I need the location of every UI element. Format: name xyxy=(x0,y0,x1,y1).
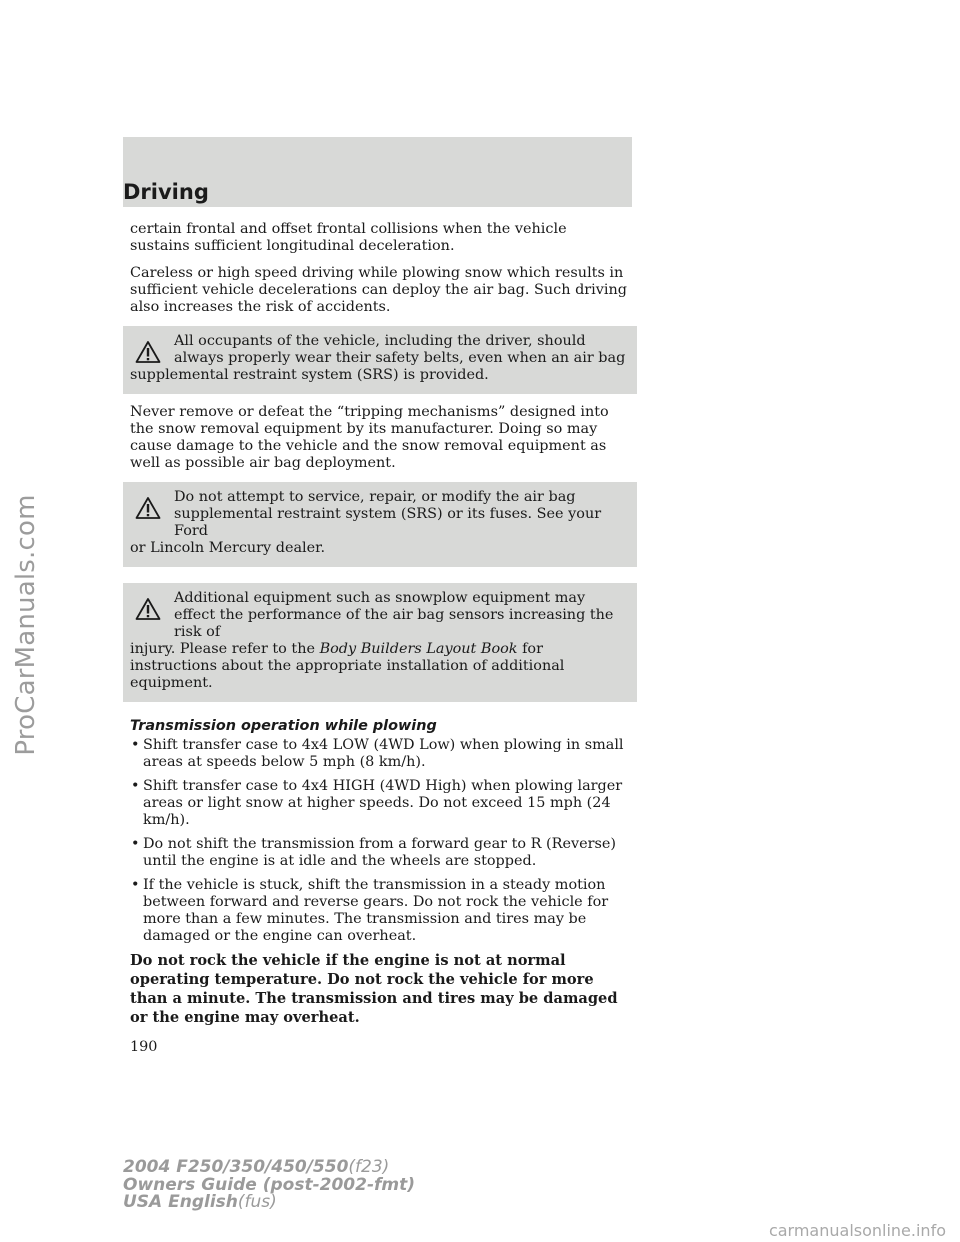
warning-rest-text-start: injury. Please refer to the xyxy=(130,641,320,657)
page-content xyxy=(130,221,630,1056)
section-header-band xyxy=(123,137,632,207)
warning-triangle-icon xyxy=(135,340,161,364)
transmission-bullet-list xyxy=(130,737,630,945)
bullet-marker: • xyxy=(131,877,140,893)
book-title: Body Builders Layout Book xyxy=(319,641,518,657)
footer-language-text: USA English xyxy=(123,1192,238,1212)
transmission-heading: Transmission operation while plowing xyxy=(130,718,437,734)
warning-box-additional-equipment xyxy=(123,583,637,702)
warning-triangle-icon xyxy=(135,496,161,520)
list-item xyxy=(130,877,630,945)
warning-lead-text: Additional equipment such as snowplow equipment may effect the performance of the air bag sensors increasing the risk of xyxy=(174,590,614,640)
bullet-marker: • xyxy=(131,737,140,753)
footer-model-text: 2004 F250/350/450/550 xyxy=(123,1157,349,1177)
document-footer xyxy=(123,1159,415,1212)
section-title: Driving xyxy=(123,180,209,204)
footer-guide-text: Owners Guide (post-2002-fmt) xyxy=(123,1174,416,1195)
list-item-text: If the vehicle is stuck, shift the transmission in a steady motion between forward and reverse gears. Do not rock the vehicle for more than a few minutes. The transmission and tires may be damaged or the engine can overheat. xyxy=(143,877,609,944)
list-item xyxy=(130,836,630,870)
bullet-marker: • xyxy=(131,778,140,794)
warning-triangle-icon xyxy=(135,597,161,621)
side-watermark xyxy=(2,494,50,756)
footer-line-language xyxy=(123,1194,415,1212)
side-watermark-text: ProCarManuals.com xyxy=(11,494,41,756)
list-item xyxy=(130,778,630,829)
footer-model-code: (f23) xyxy=(348,1157,390,1177)
bullet-marker: • xyxy=(131,836,140,852)
bold-rocking-warning: Do not rock the vehicle if the engine is not at normal operating temperature. Do not rock the vehicle for more than a minute. The transmission and tires may be damaged or the engine may overheat. xyxy=(130,952,618,1026)
page-number: 190 xyxy=(130,1039,158,1055)
paragraph-tripping-mechanisms: Never remove or defeat the “tripping mechanisms” designed into the snow removal equipment by its manufacturer. Doing so may cause damage to the vehicle and the snow removal equipment as well as possible air bag deployment. xyxy=(130,404,609,471)
warning-box-safety-belts xyxy=(123,326,637,394)
warning-lead-text: Do not attempt to service, repair, or modify the air bag supplemental restraint system (SRS) or its fuses. See your Ford xyxy=(174,489,602,539)
warning-rest-text-end: for instructions about the appropriate installation of additional equipment. xyxy=(130,641,565,691)
list-item-text: Shift transfer case to 4x4 HIGH (4WD High) when plowing larger areas or light snow at higher speeds. Do not exceed 15 mph (24 km/h). xyxy=(143,778,623,828)
warning-box-srs-service xyxy=(123,482,637,567)
list-item xyxy=(130,737,630,771)
warning-rest-text: supplemental restraint system (SRS) is provided. xyxy=(130,367,489,383)
footer-language-code: (fus) xyxy=(237,1192,277,1212)
list-item-text: Shift transfer case to 4x4 LOW (4WD Low) when plowing in small areas at speeds below 5 mph (8 km/h). xyxy=(143,737,624,770)
bottom-watermark: carmanualsonline.info xyxy=(768,1221,946,1240)
paragraph-careless-driving: Careless or high speed driving while plowing snow which results in sufficient vehicle decelerations can deploy the air bag. Such driving also increases the risk of accidents. xyxy=(130,265,627,315)
paragraph-collisions: certain frontal and offset frontal collisions when the vehicle sustains sufficient longitudinal deceleration. xyxy=(130,221,567,254)
list-item-text: Do not shift the transmission from a forward gear to R (Reverse) until the engine is at idle and the wheels are stopped. xyxy=(143,836,617,869)
warning-rest-text: or Lincoln Mercury dealer. xyxy=(130,540,326,556)
warning-lead-text: All occupants of the vehicle, including the driver, should always properly wear their safety belts, even when an air bag xyxy=(174,333,626,366)
